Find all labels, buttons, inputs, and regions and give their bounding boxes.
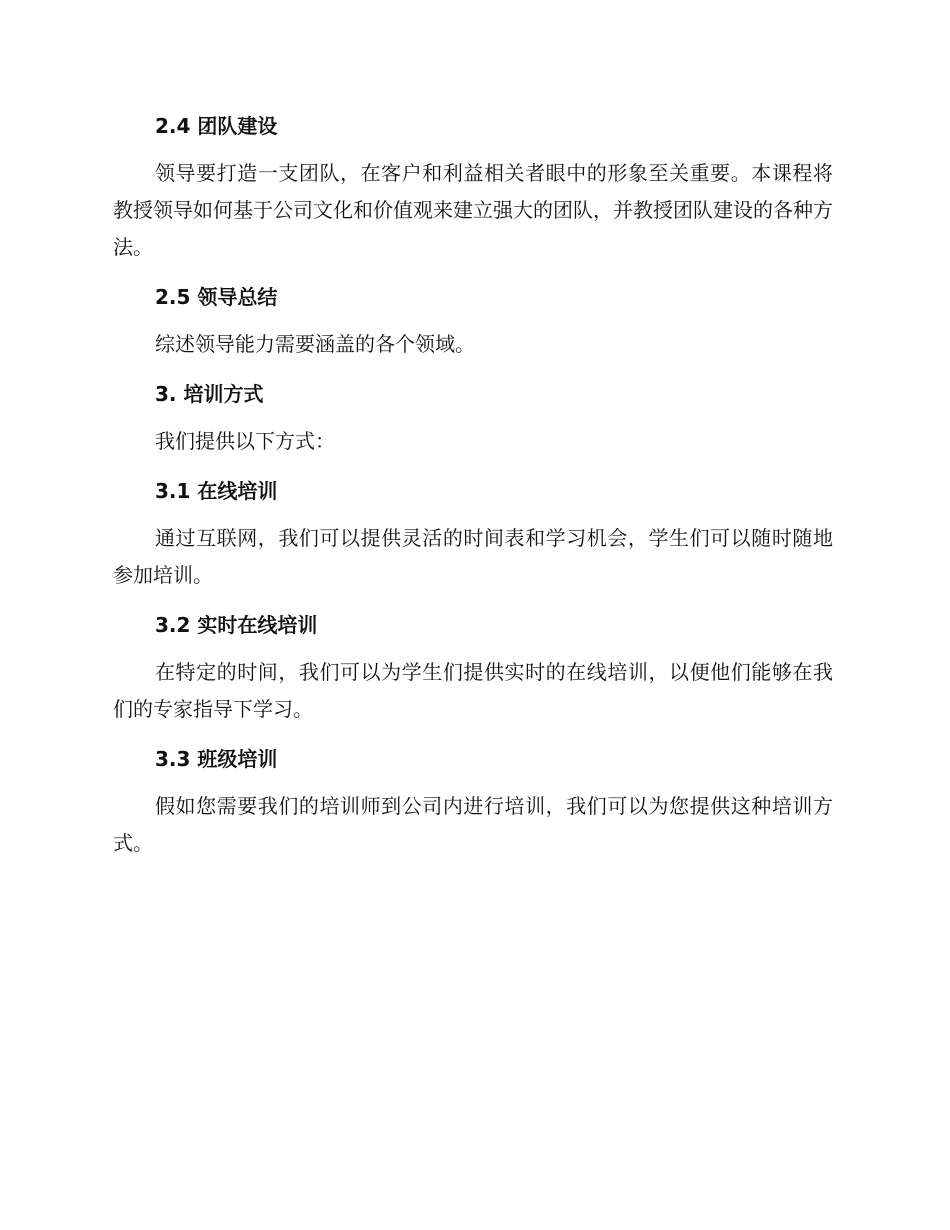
section-body-3-2: 在特定的时间，我们可以为学生们提供实时的在线培训，以便他们能够在我们的专家指导下学习。 [113, 660, 833, 721]
section-body-2-4: 领导要打造一支团队，在客户和利益相关者眼中的形象至关重要。本课程将教授领导如何基于公司文化和价值观来建立强大的团队，并教授团队建设的各种方法。 [113, 161, 833, 259]
section-heading-3-3: 3.3 班级培训 [155, 747, 278, 771]
section-body-3-1: 通过互联网，我们可以提供灵活的时间表和学习机会，学生们可以随时随地参加培训。 [113, 526, 833, 587]
section-heading-3-1: 3.1 在线培训 [155, 479, 278, 503]
document-page [113, 108, 833, 862]
section-heading-2-4: 2.4 团队建设 [155, 114, 278, 138]
section-heading-3-2: 3.2 实时在线培训 [155, 613, 318, 637]
section-body-3-3: 假如您需要我们的培训师到公司内进行培训，我们可以为您提供这种培训方式。 [113, 794, 833, 855]
section-heading-3: 3. 培训方式 [155, 382, 264, 406]
section-body-3: 我们提供以下方式： [155, 429, 335, 453]
section-body-2-5: 综述领导能力需要涵盖的各个领域。 [155, 332, 475, 356]
section-heading-2-5: 2.5 领导总结 [155, 285, 278, 309]
